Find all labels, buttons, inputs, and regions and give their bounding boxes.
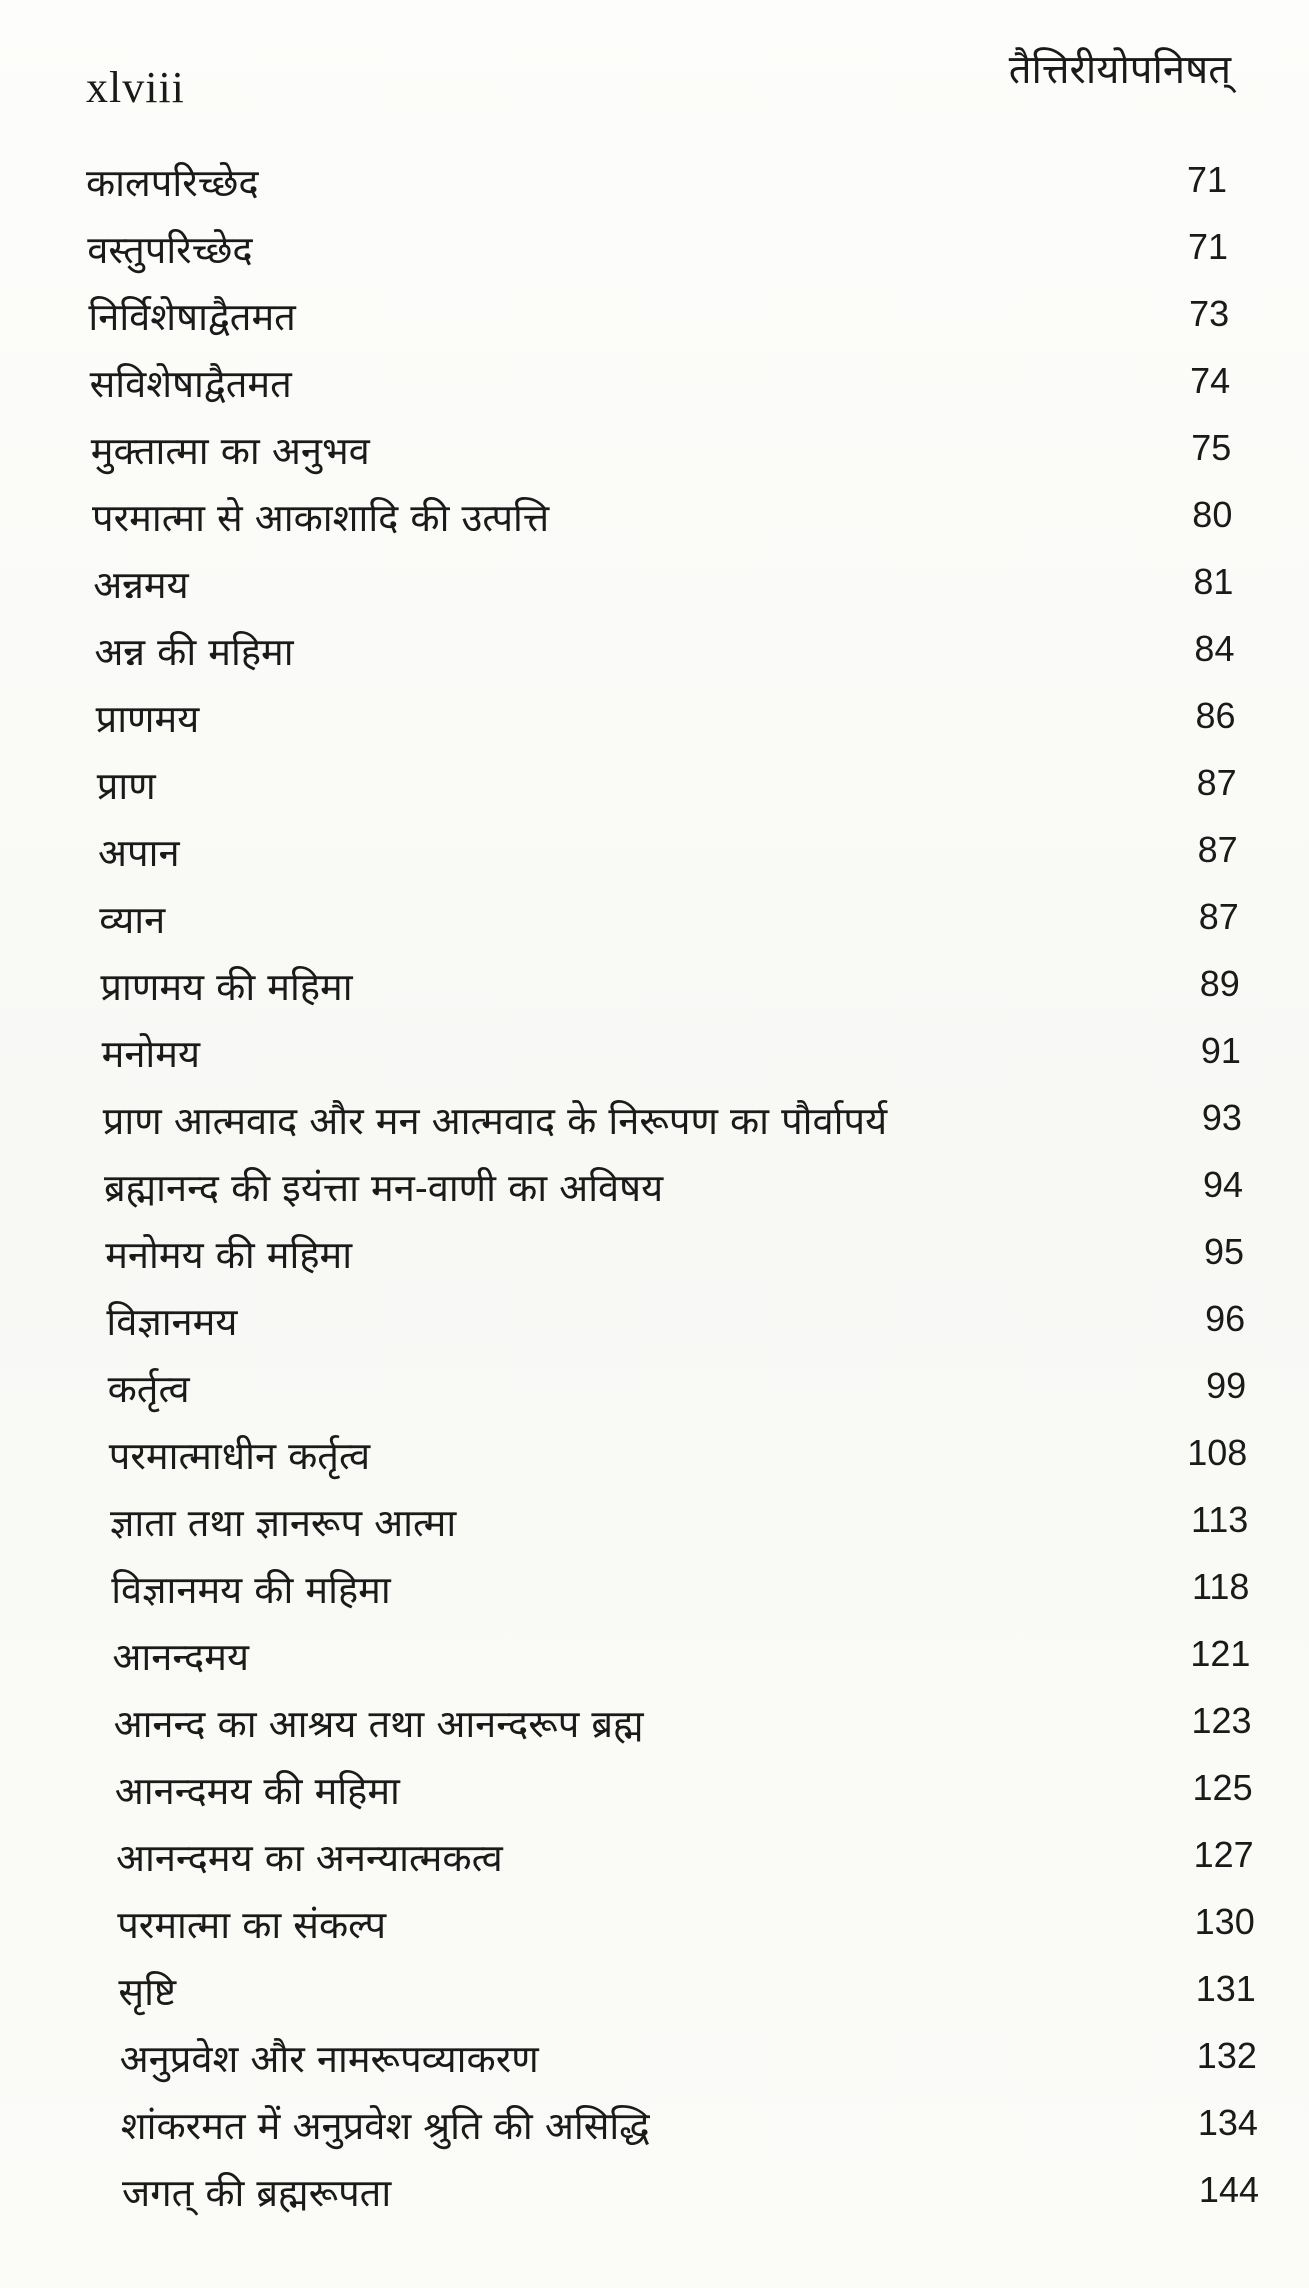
toc-entry-title: जगत् की ब्रह्मरूपता: [122, 2171, 392, 2215]
toc-entry: [0, 1825, 1309, 1892]
toc-entry: [0, 887, 1309, 954]
toc-entry-page: 95: [1204, 1231, 1245, 1272]
toc-entry: [0, 820, 1309, 887]
toc-entry: [0, 954, 1309, 1021]
toc-entry: [0, 1088, 1309, 1155]
toc-entry-title: आनन्दमय: [112, 1635, 250, 1679]
toc-entry: [0, 552, 1309, 619]
toc-entry-title: विज्ञानमय की महिमा: [111, 1568, 391, 1612]
table-of-contents: [0, 150, 1309, 2227]
toc-entry: [0, 1423, 1309, 1490]
toc-entry-page: 131: [1195, 1968, 1256, 2009]
toc-entry-page: 73: [1189, 293, 1230, 334]
toc-entry: [0, 1892, 1309, 1959]
toc-entry-title: प्राणमय: [95, 697, 200, 741]
toc-entry-page: 125: [1192, 1767, 1253, 1808]
toc-entry: [0, 1691, 1309, 1758]
toc-entry-page: 81: [1193, 561, 1234, 602]
toc-entry-title: कालपरिच्छेद: [86, 161, 259, 205]
toc-entry-page: 132: [1196, 2035, 1257, 2076]
toc-entry-title: आनन्दमय का अनन्यात्मकत्व: [116, 1836, 503, 1880]
toc-entry-title: प्राण आत्मवाद और मन आत्मवाद के निरूपण का पौर्वापर्य: [102, 1099, 888, 1143]
toc-entry-page: 71: [1188, 226, 1229, 267]
toc-entry-page: 87: [1197, 829, 1238, 870]
toc-entry: [0, 753, 1309, 820]
toc-entry-title: मुक्तात्मा का अनुभव: [90, 429, 370, 473]
toc-entry-page: 94: [1202, 1164, 1243, 1205]
toc-entry: [0, 1222, 1309, 1289]
toc-entry-title: ब्रह्मानन्द की इयंत्ता मन-वाणी का अविषय: [104, 1166, 664, 1210]
page-number: xlviii: [86, 63, 185, 112]
toc-entry: [0, 217, 1309, 284]
toc-entry-page: 130: [1194, 1901, 1255, 1942]
toc-entry-title: निर्विशेषाद्वैतमत: [88, 295, 296, 339]
toc-entry-title: सृष्टि: [118, 1970, 177, 2014]
toc-entry-page: 71: [1186, 159, 1227, 200]
toc-entry-title: परमात्मा से आकाशादि की उत्पत्ति: [92, 496, 550, 540]
toc-entry-title: कर्तृत्व: [107, 1367, 190, 1411]
toc-entry-page: 75: [1191, 427, 1232, 468]
toc-entry: [0, 2093, 1309, 2160]
toc-entry: [0, 686, 1309, 753]
toc-entry-page: 87: [1196, 762, 1237, 803]
toc-entry-title: अपान: [98, 831, 180, 875]
toc-entry-page: 123: [1191, 1700, 1252, 1741]
toc-entry-title: शांकरमत में अनुप्रवेश श्रुति की असिद्धि: [120, 2104, 650, 2148]
toc-entry-title: अन्न की महिमा: [94, 630, 294, 674]
toc-entry-page: 96: [1205, 1298, 1246, 1339]
toc-entry: [0, 2026, 1309, 2093]
running-title: तैत्तिरीयोपनिषत्: [1008, 47, 1231, 93]
toc-entry-page: 84: [1194, 628, 1235, 669]
toc-entry: [0, 2160, 1309, 2227]
toc-entry-page: 108: [1187, 1432, 1248, 1473]
toc-entry-page: 91: [1200, 1030, 1241, 1071]
toc-entry: [0, 150, 1309, 217]
toc-entry: [0, 1289, 1309, 1356]
toc-entry: [0, 1758, 1309, 1825]
toc-entry-title: मनोमय की महिमा: [105, 1233, 353, 1277]
toc-entry-page: 134: [1197, 2102, 1258, 2143]
toc-entry-page: 93: [1201, 1097, 1242, 1138]
toc-entry-page: 89: [1199, 963, 1240, 1004]
toc-entry: [0, 1557, 1309, 1624]
toc-entry-page: 127: [1193, 1834, 1254, 1875]
toc-entry-title: विज्ञानमय: [106, 1300, 238, 1344]
toc-entry-page: 80: [1192, 494, 1233, 535]
toc-entry: [0, 485, 1309, 552]
toc-entry-page: 74: [1190, 360, 1231, 401]
toc-entry-title: प्राणमय की महिमा: [100, 965, 353, 1009]
toc-entry-title: व्यान: [99, 898, 166, 942]
toc-entry: [0, 1490, 1309, 1557]
toc-entry: [0, 1959, 1309, 2026]
toc-entry: [0, 1021, 1309, 1088]
toc-entry-title: वस्तुपरिच्छेद: [87, 228, 253, 272]
toc-entry-title: प्राण: [96, 764, 156, 808]
toc-entry-title: अनुप्रवेश और नामरूपव्याकरण: [119, 2037, 539, 2081]
toc-entry-page: 99: [1206, 1365, 1247, 1406]
toc-entry-page: 86: [1195, 695, 1236, 736]
toc-entry-page: 118: [1192, 1566, 1250, 1607]
toc-entry-title: आनन्दमय की महिमा: [114, 1769, 400, 1813]
toc-entry: [0, 1624, 1309, 1691]
toc-entry: [0, 284, 1309, 351]
toc-entry: [0, 619, 1309, 686]
toc-entry-title: परमात्मा का संकल्प: [117, 1903, 387, 1947]
toc-entry-title: परमात्माधीन कर्तृत्व: [108, 1434, 371, 1478]
toc-entry-page: 144: [1198, 2169, 1259, 2210]
toc-entry-title: आनन्द का आश्रय तथा आनन्दरूप ब्रह्म: [113, 1702, 644, 1746]
toc-entry-page: 87: [1198, 896, 1239, 937]
toc-entry-title: ज्ञाता तथा ज्ञानरूप आत्मा: [110, 1501, 457, 1545]
toc-entry-page: 121: [1190, 1633, 1251, 1674]
toc-entry-title: मनोमय: [101, 1032, 201, 1076]
toc-entry: [0, 418, 1309, 485]
toc-entry-title: अन्नमय: [93, 563, 189, 607]
toc-entry-title: सविशेषाद्वैतमत: [89, 362, 292, 406]
toc-entry: [0, 1356, 1309, 1423]
toc-entry: [0, 1155, 1309, 1222]
toc-entry-page: 113: [1190, 1499, 1249, 1540]
toc-entry: [0, 351, 1309, 418]
